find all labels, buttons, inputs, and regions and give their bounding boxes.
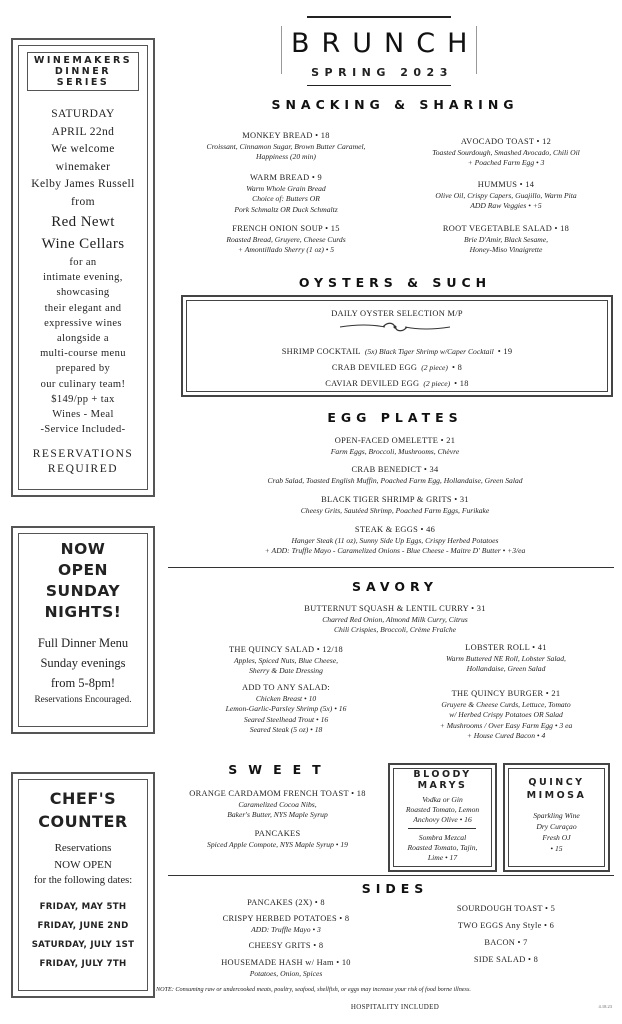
item-desc: Toasted Sourdough, Smashed Avocado, Chili Oil — [432, 147, 580, 157]
item-desc: Chicken Breast • 10 — [255, 693, 317, 703]
menu-item — [395, 955, 617, 966]
item-name: PANCAKES (2X) • 8 — [247, 898, 325, 907]
panel-line: Kelby James Russell — [31, 178, 135, 190]
menu-item — [175, 683, 397, 736]
menu-item — [395, 921, 617, 932]
item-name: THE QUINCY BURGER • 21 — [451, 689, 561, 698]
item-desc: Croissant, Cinnamon Sugar, Brown Butter Caramel, — [206, 141, 366, 151]
food-safety-note: NOTE: Consuming raw or undercooked meats, poultry, seafood, shellfish, or eggs may increase your risk of food borne illness. — [156, 986, 471, 993]
item-desc: Honey-Miso Vinaigrette — [469, 245, 543, 254]
item-desc: Pork Schmaltz OR Duck Schmaltz — [234, 204, 338, 214]
item-desc: Roasted Bread, Gruyere, Cheese Curds — [226, 234, 346, 244]
item-name: CRAB BENEDICT • 34 — [351, 465, 439, 474]
panel-line: SATURDAY — [51, 108, 115, 120]
oyster-list — [181, 343, 613, 391]
item-name: BUTTERNUT SQUASH & LENTIL CURRY • 31 — [304, 604, 486, 613]
header-bottom-rule — [307, 85, 451, 86]
menu-item — [395, 938, 617, 949]
item-desc: Cheesy Grits, Sautéed Shrimp, Poached Farm Eggs, Furikake — [300, 505, 490, 515]
item-desc: + Poached Farm Egg • 3 — [467, 158, 545, 167]
item-desc: + Amontillado Sherry (1 oz) • 5 — [237, 245, 335, 254]
menu-item — [175, 914, 397, 935]
panel-line: our culinary team! — [40, 378, 126, 390]
chefs-headline: CHEF'S COUNTER — [38, 789, 128, 831]
item-name: SIDE SALAD • 8 — [473, 955, 539, 964]
item-name: SOURDOUGH TOAST • 5 — [456, 904, 556, 913]
section-title-sweet: SWEET — [228, 762, 332, 777]
menu-item: SHRIMP COCKTAIL (5x) Black Tiger Shrimp w/Caper Cocktail • 19 — [281, 347, 513, 356]
item-name: HUMMUS • 14 — [477, 180, 535, 189]
page-subtitle: SPRING 2023 — [311, 66, 453, 79]
item-desc: Chili Crispies, Broccoli, Crème Fraîche — [333, 625, 457, 634]
panel-heading: WINEMAKERS DINNER SERIES — [27, 52, 139, 91]
item-desc: Hollandaise, Green Salad — [466, 664, 546, 673]
item-desc: Choice of: Butters OR — [252, 194, 320, 203]
menu-item — [175, 941, 397, 952]
section-title-sides: SIDES — [361, 881, 429, 896]
panel-line: expressive wines — [44, 317, 122, 329]
item-name: HOUSEMADE HASH w/ Ham • 10 — [221, 958, 351, 967]
item-desc: + House Cured Bacon • 4 — [466, 731, 546, 740]
panel-line: from — [71, 195, 95, 208]
menu-item — [175, 525, 615, 557]
date-item: FRIDAY, JULY 7TH — [39, 959, 127, 969]
section-title-eggs: EGG PLATES — [327, 410, 463, 425]
item-desc: Apples, Spiced Nuts, Blue Cheese, — [234, 655, 338, 665]
item-desc: Happiness (20 min) — [256, 152, 316, 161]
item-desc: Warm Buttered NE Roll, Lobster Salad, — [446, 653, 566, 663]
bloody-desc-2: Sombra Mezcal Roasted Tomato, Tajin, Lime • 17 — [407, 833, 478, 862]
header-box — [281, 14, 480, 79]
item-name: STEAK & EGGS • 46 — [354, 525, 436, 534]
menu-code: 4.18.23 — [598, 1004, 612, 1009]
menu-item — [175, 465, 615, 486]
oyster-daily: DAILY OYSTER SELECTION M/P — [331, 309, 463, 318]
item-desc: Crab Salad, Toasted English Muffin, Poached Farm Egg, Hollandaise, Green Salad — [267, 475, 523, 485]
section-divider — [168, 567, 614, 568]
menu-item: CRAB DEVILED EGG (2 piece) • 8 — [331, 363, 463, 372]
sunday-nights-panel — [11, 526, 155, 734]
menu-item — [181, 309, 613, 320]
panel-line: winemaker — [55, 160, 111, 173]
item-desc: Seared Steelhead Trout • 16 — [243, 714, 329, 724]
panel-line: their elegant and — [44, 302, 122, 314]
item-desc: Warm Whole Grain Bread — [246, 183, 326, 193]
panel-line: Wines - Meal — [52, 409, 114, 421]
menu-item — [175, 604, 615, 636]
chefs-counter-panel — [11, 772, 155, 998]
item-name: WARM BREAD • 9 — [249, 173, 323, 182]
panel-line: showcasing — [56, 287, 110, 299]
menu-item — [395, 137, 617, 169]
item-desc: Farm Eggs, Broccoli, Mushrooms, Chèvre — [330, 446, 460, 456]
menu-item — [175, 224, 397, 256]
item-desc: Brie D'Amir, Black Sesame, — [463, 234, 549, 244]
menu-item — [395, 643, 617, 675]
menu-item — [175, 898, 397, 909]
item-name: PANCAKES — [254, 829, 301, 838]
menu-item — [175, 436, 615, 457]
panel-line: alongside a — [57, 333, 109, 345]
reservations-required: RESERVATIONS REQUIRED — [32, 448, 134, 476]
header-top-rule — [307, 16, 451, 18]
bloody-title: BLOODY MARYS — [413, 769, 472, 791]
item-desc: Gruyere & Cheese Curds, Lettuce, Tomato — [441, 699, 571, 709]
menu-item — [395, 689, 617, 742]
panel-line: -Service Included- — [40, 424, 126, 436]
item-name: OPEN-FACED OMELETTE • 21 — [334, 436, 456, 445]
hospitality-included: HOSPITALITY INCLUDED — [350, 1003, 440, 1011]
item-name: CRISPY HERBED POTATOES • 8 — [222, 914, 350, 923]
section-title-oysters: OYSTERS & SUCH — [298, 275, 492, 290]
item-desc: Olive Oil, Crispy Capers, Guajillo, Warm Pita — [435, 190, 577, 200]
panel-line: prepared by — [55, 363, 111, 375]
item-name: BLACK TIGER SHRIMP & GRITS • 31 — [321, 495, 469, 504]
item-desc: w/ Herbed Crispy Potatoes OR Salad — [449, 710, 563, 719]
item-name: FRENCH ONION SOUP • 15 — [232, 224, 340, 233]
menu-item — [175, 131, 397, 163]
item-name: ROOT VEGETABLE SALAD • 18 — [442, 224, 570, 233]
sunday-body: Full Dinner Menu Sunday evenings from 5-8pm! Reservations Encouraged. — [34, 636, 132, 705]
item-desc: + ADD: Truffle Mayo - Caramelized Onions - Blue Cheese - Maitre D' Butter • +3/ea — [264, 546, 526, 555]
section-title-savory: SAVORY — [352, 579, 438, 594]
item-name: BACON • 7 — [484, 938, 528, 947]
date-item: FRIDAY, JUNE 2ND — [37, 921, 129, 931]
item-name: LOBSTER ROLL • 41 — [465, 643, 547, 652]
chefs-dates — [17, 898, 149, 974]
menu-item — [175, 645, 397, 677]
menu-item — [170, 829, 385, 850]
item-desc: Potatoes, Onion, Spices — [249, 968, 323, 978]
section-title-snacking: SNACKING & SHARING — [271, 97, 519, 112]
item-name: ORANGE CARDAMOM FRENCH TOAST • 18 — [189, 789, 366, 798]
panel-body — [21, 106, 145, 477]
menu-item — [395, 224, 617, 256]
item-desc: Baker's Butter, NYS Maple Syrup — [227, 810, 328, 819]
menu-item — [395, 180, 617, 212]
item-name: THE QUINCY SALAD • 12/18 — [228, 645, 344, 654]
item-desc: Caramelized Cocoa Nibs, — [238, 799, 317, 809]
item-desc: ADD: Truffle Mayo • 3 — [251, 924, 321, 934]
ornament-divider — [335, 321, 455, 333]
item-desc: ADD Raw Veggies • +5 — [470, 201, 542, 210]
price-line: $149/pp + tax — [51, 393, 115, 405]
menu-item — [395, 904, 617, 915]
item-desc: Charred Red Onion, Almond Milk Curry, Citrus — [322, 614, 468, 624]
winery-name: Red Newt — [51, 214, 115, 230]
item-name: TWO EGGS Any Style • 6 — [457, 921, 555, 930]
bloody-divider — [408, 828, 476, 829]
date-item: SATURDAY, JULY 1ST — [31, 940, 135, 950]
menu-item — [175, 958, 397, 979]
menu-item — [175, 495, 615, 516]
item-name: CHEESY GRITS • 8 — [248, 941, 324, 950]
item-desc: Hanger Steak (11 oz), Sunny Side Up Eggs, Crispy Herbed Potatoes — [291, 535, 499, 545]
item-desc: Seared Steak (5 oz) • 18 — [249, 725, 323, 734]
item-desc: + Mushrooms / Over Easy Farm Egg • 3 ea — [439, 720, 573, 730]
panel-line: for an — [69, 257, 97, 268]
menu-item — [170, 789, 385, 821]
section-divider — [168, 875, 614, 876]
panel-line: multi-course menu — [40, 348, 126, 360]
winery-name: Wine Cellars — [41, 236, 125, 252]
page-title: BRUNCH — [291, 28, 480, 59]
item-name: AVOCADO TOAST • 12 — [460, 137, 552, 146]
item-desc: Sherry & Date Dressing — [249, 666, 323, 675]
mimosa-desc: Sparkling Wine Dry Curaçao Fresh OJ • 15 — [533, 811, 580, 853]
date-item: FRIDAY, MAY 5TH — [39, 902, 127, 912]
panel-line: APRIL 22nd — [51, 125, 115, 138]
item-desc: Spiced Apple Compote, NYS Maple Syrup • 19 — [207, 839, 348, 849]
sunday-headline: NOW OPEN SUNDAY NIGHTS! — [44, 540, 122, 621]
item-name: MONKEY BREAD • 18 — [242, 131, 330, 140]
bloody-desc: Vodka or Gin Roasted Tomato, Lemon Anchovy Olive • 16 — [405, 795, 480, 824]
mimosa-title: QUINCY MIMOSA — [526, 777, 587, 801]
item-desc: Lemon-Garlic-Parsley Shrimp (5x) • 16 — [225, 704, 347, 713]
item-name: ADD TO ANY SALAD: — [241, 683, 330, 692]
panel-line: intimate evening, — [43, 272, 123, 284]
menu-item — [175, 173, 397, 215]
chefs-body: Reservations NOW OPEN for the following dates: — [33, 842, 133, 886]
winemakers-dinner-panel — [11, 38, 155, 497]
menu-item: CAVIAR DEVILED EGG (2 piece) • 18 — [325, 379, 469, 388]
panel-line: We welcome — [51, 143, 115, 155]
